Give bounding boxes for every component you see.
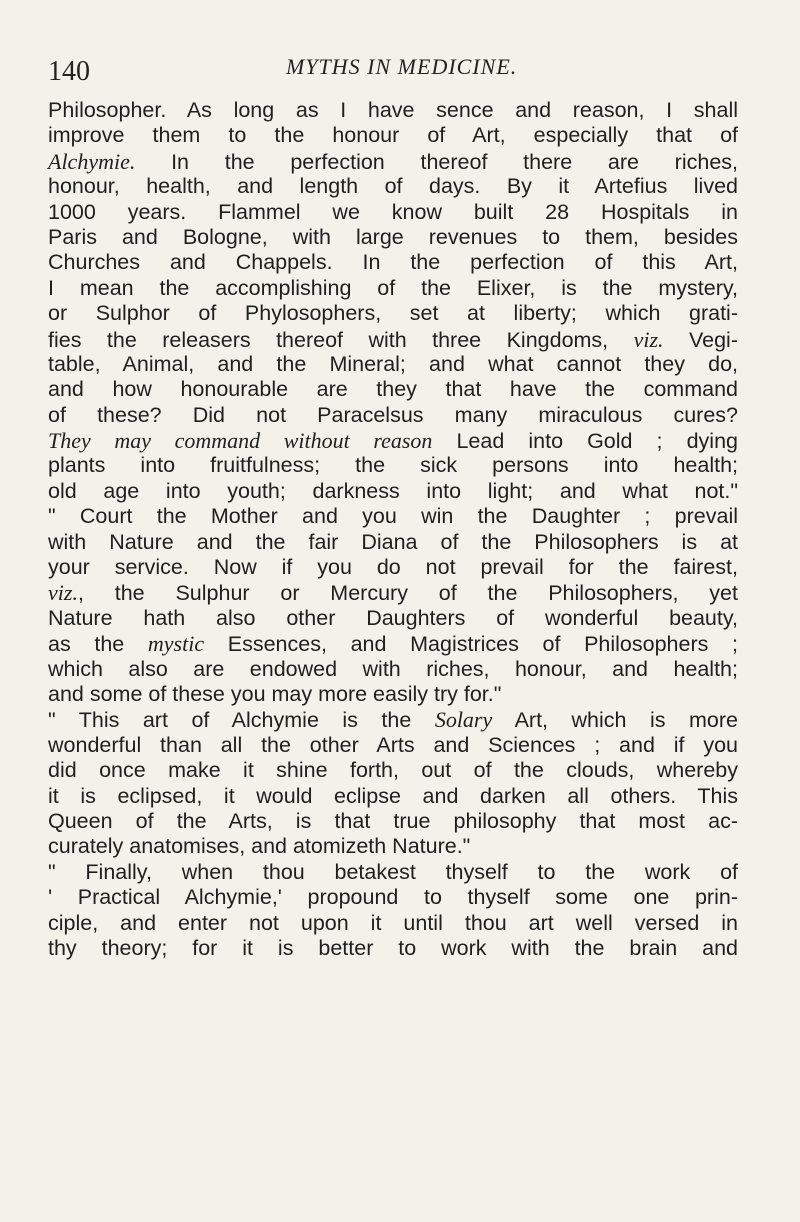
- text-line: [48, 403, 738, 428]
- text-segment: or Sulphor of Phylosophers, set at liberty; which grati-: [48, 301, 738, 326]
- text-segment: your service. Now if you do not prevail for the fairest,: [48, 555, 738, 580]
- text-line: [48, 453, 738, 478]
- text-segment: Lead into Gold ; dying: [432, 429, 738, 454]
- text-segment: did once make it shine forth, out of the clouds, whereby: [48, 758, 738, 783]
- text-line: [48, 555, 738, 580]
- text-segment: Paris and Bologne, with large revenues to them, besides: [48, 224, 738, 249]
- text-segment: as the: [48, 632, 148, 657]
- text-segment: ' Practical Alchymie,' propound to thyself some one prin-: [48, 885, 738, 910]
- text-segment: with Nature and the fair Diana of the Philosophers is at: [48, 529, 738, 554]
- text-line: [48, 657, 738, 682]
- text-segment: it is eclipsed, it would eclipse and darken all others. This: [48, 783, 738, 808]
- text-segment: Queen of the Arts, is that true philosophy that most ac-: [48, 808, 738, 833]
- text-segment: of these? Did not Paracelsus many miraculous cures?: [48, 402, 738, 427]
- text-segment: honour, health, and length of days. By it Artefius lived: [48, 174, 738, 199]
- text-segment: Vegi-: [663, 327, 738, 352]
- text-line: [48, 682, 738, 707]
- page-header: [48, 52, 736, 92]
- body-text: [48, 98, 738, 961]
- text-segment: improve them to the honour of Art, especially that of: [48, 123, 738, 148]
- text-line: [48, 301, 738, 326]
- text-line: [48, 174, 738, 199]
- text-segment: curately anatomises, and atomizeth Nature.": [48, 834, 471, 859]
- text-line: [48, 834, 738, 859]
- text-segment: " This art of Alchymie is the: [48, 708, 435, 733]
- text-line: [48, 225, 738, 250]
- text-segment: and some of these you may more easily try for.": [48, 681, 502, 706]
- text-segment: " Finally, when thou betakest thyself to the work of: [48, 859, 738, 884]
- text-line: [48, 733, 738, 758]
- text-line: [48, 428, 738, 453]
- text-line: [48, 250, 738, 275]
- text-segment: I mean the accomplishing of the Elixer, is the mystery,: [48, 275, 738, 300]
- text-segment: , the Sulphur or Mercury of the Philosophers, yet: [77, 581, 738, 606]
- italic-text: Solary: [434, 707, 493, 733]
- italic-text: They may command without reason: [48, 428, 433, 454]
- text-line: [48, 352, 738, 377]
- text-line: [48, 707, 738, 732]
- text-segment: Art, which is more: [492, 708, 738, 733]
- italic-text: mystic: [147, 631, 205, 657]
- text-line: [48, 631, 738, 656]
- text-segment: Essences, and Magistrices of Philosophers ;: [204, 632, 738, 657]
- text-line: [48, 606, 738, 631]
- text-segment: 1000 years. Flammel we know built 28 Hospitals in: [48, 199, 738, 224]
- page-number: 140: [48, 56, 90, 87]
- text-segment: Churches and Chappels. In the perfection of this Art,: [48, 250, 738, 275]
- text-line: [48, 784, 738, 809]
- text-line: [48, 885, 738, 910]
- text-line: [48, 530, 738, 555]
- text-segment: Philosopher. As long as I have sence and reason, I shall: [48, 98, 738, 122]
- text-segment: which also are endowed with riches, honour, and health;: [48, 656, 738, 681]
- text-line: [48, 758, 738, 783]
- text-segment: Nature hath also other Daughters of wonderful beauty,: [48, 605, 738, 630]
- text-line: [48, 860, 738, 885]
- text-line: [48, 98, 738, 123]
- text-line: [48, 149, 738, 174]
- text-segment: ciple, and enter not upon it until thou art well versed in: [48, 910, 738, 935]
- text-line: [48, 936, 738, 961]
- text-line: [48, 479, 738, 504]
- text-line: [48, 200, 738, 225]
- text-segment: fies the releasers thereof with three Kingdoms,: [48, 327, 634, 352]
- running-head: MYTHS IN MEDICINE.: [286, 54, 518, 79]
- text-segment: table, Animal, and the Mineral; and what cannot they do,: [48, 351, 738, 376]
- italic-text: viz.: [48, 580, 78, 606]
- text-segment: In the perfection thereof there are riches,: [135, 149, 738, 174]
- text-segment: old age into youth; darkness into light; and what not.": [48, 478, 738, 503]
- italic-text: Alchymie.: [48, 148, 136, 174]
- text-line: [48, 504, 738, 529]
- text-line: [48, 911, 738, 936]
- italic-text: viz.: [633, 326, 664, 352]
- text-segment: wonderful than all the other Arts and Sciences ; and if you: [48, 732, 738, 757]
- text-line: [48, 809, 738, 834]
- text-line: [48, 276, 738, 301]
- text-segment: and how honourable are they that have the command: [48, 377, 738, 402]
- text-segment: thy theory; for it is better to work with the brain and: [48, 935, 738, 960]
- text-segment: plants into fruitfulness; the sick persons into health;: [48, 453, 738, 478]
- text-line: [48, 123, 738, 148]
- text-line: [48, 377, 738, 402]
- text-line: [48, 327, 738, 352]
- text-line: [48, 580, 738, 605]
- text-segment: " Court the Mother and you win the Daughter ; prevail: [48, 504, 738, 529]
